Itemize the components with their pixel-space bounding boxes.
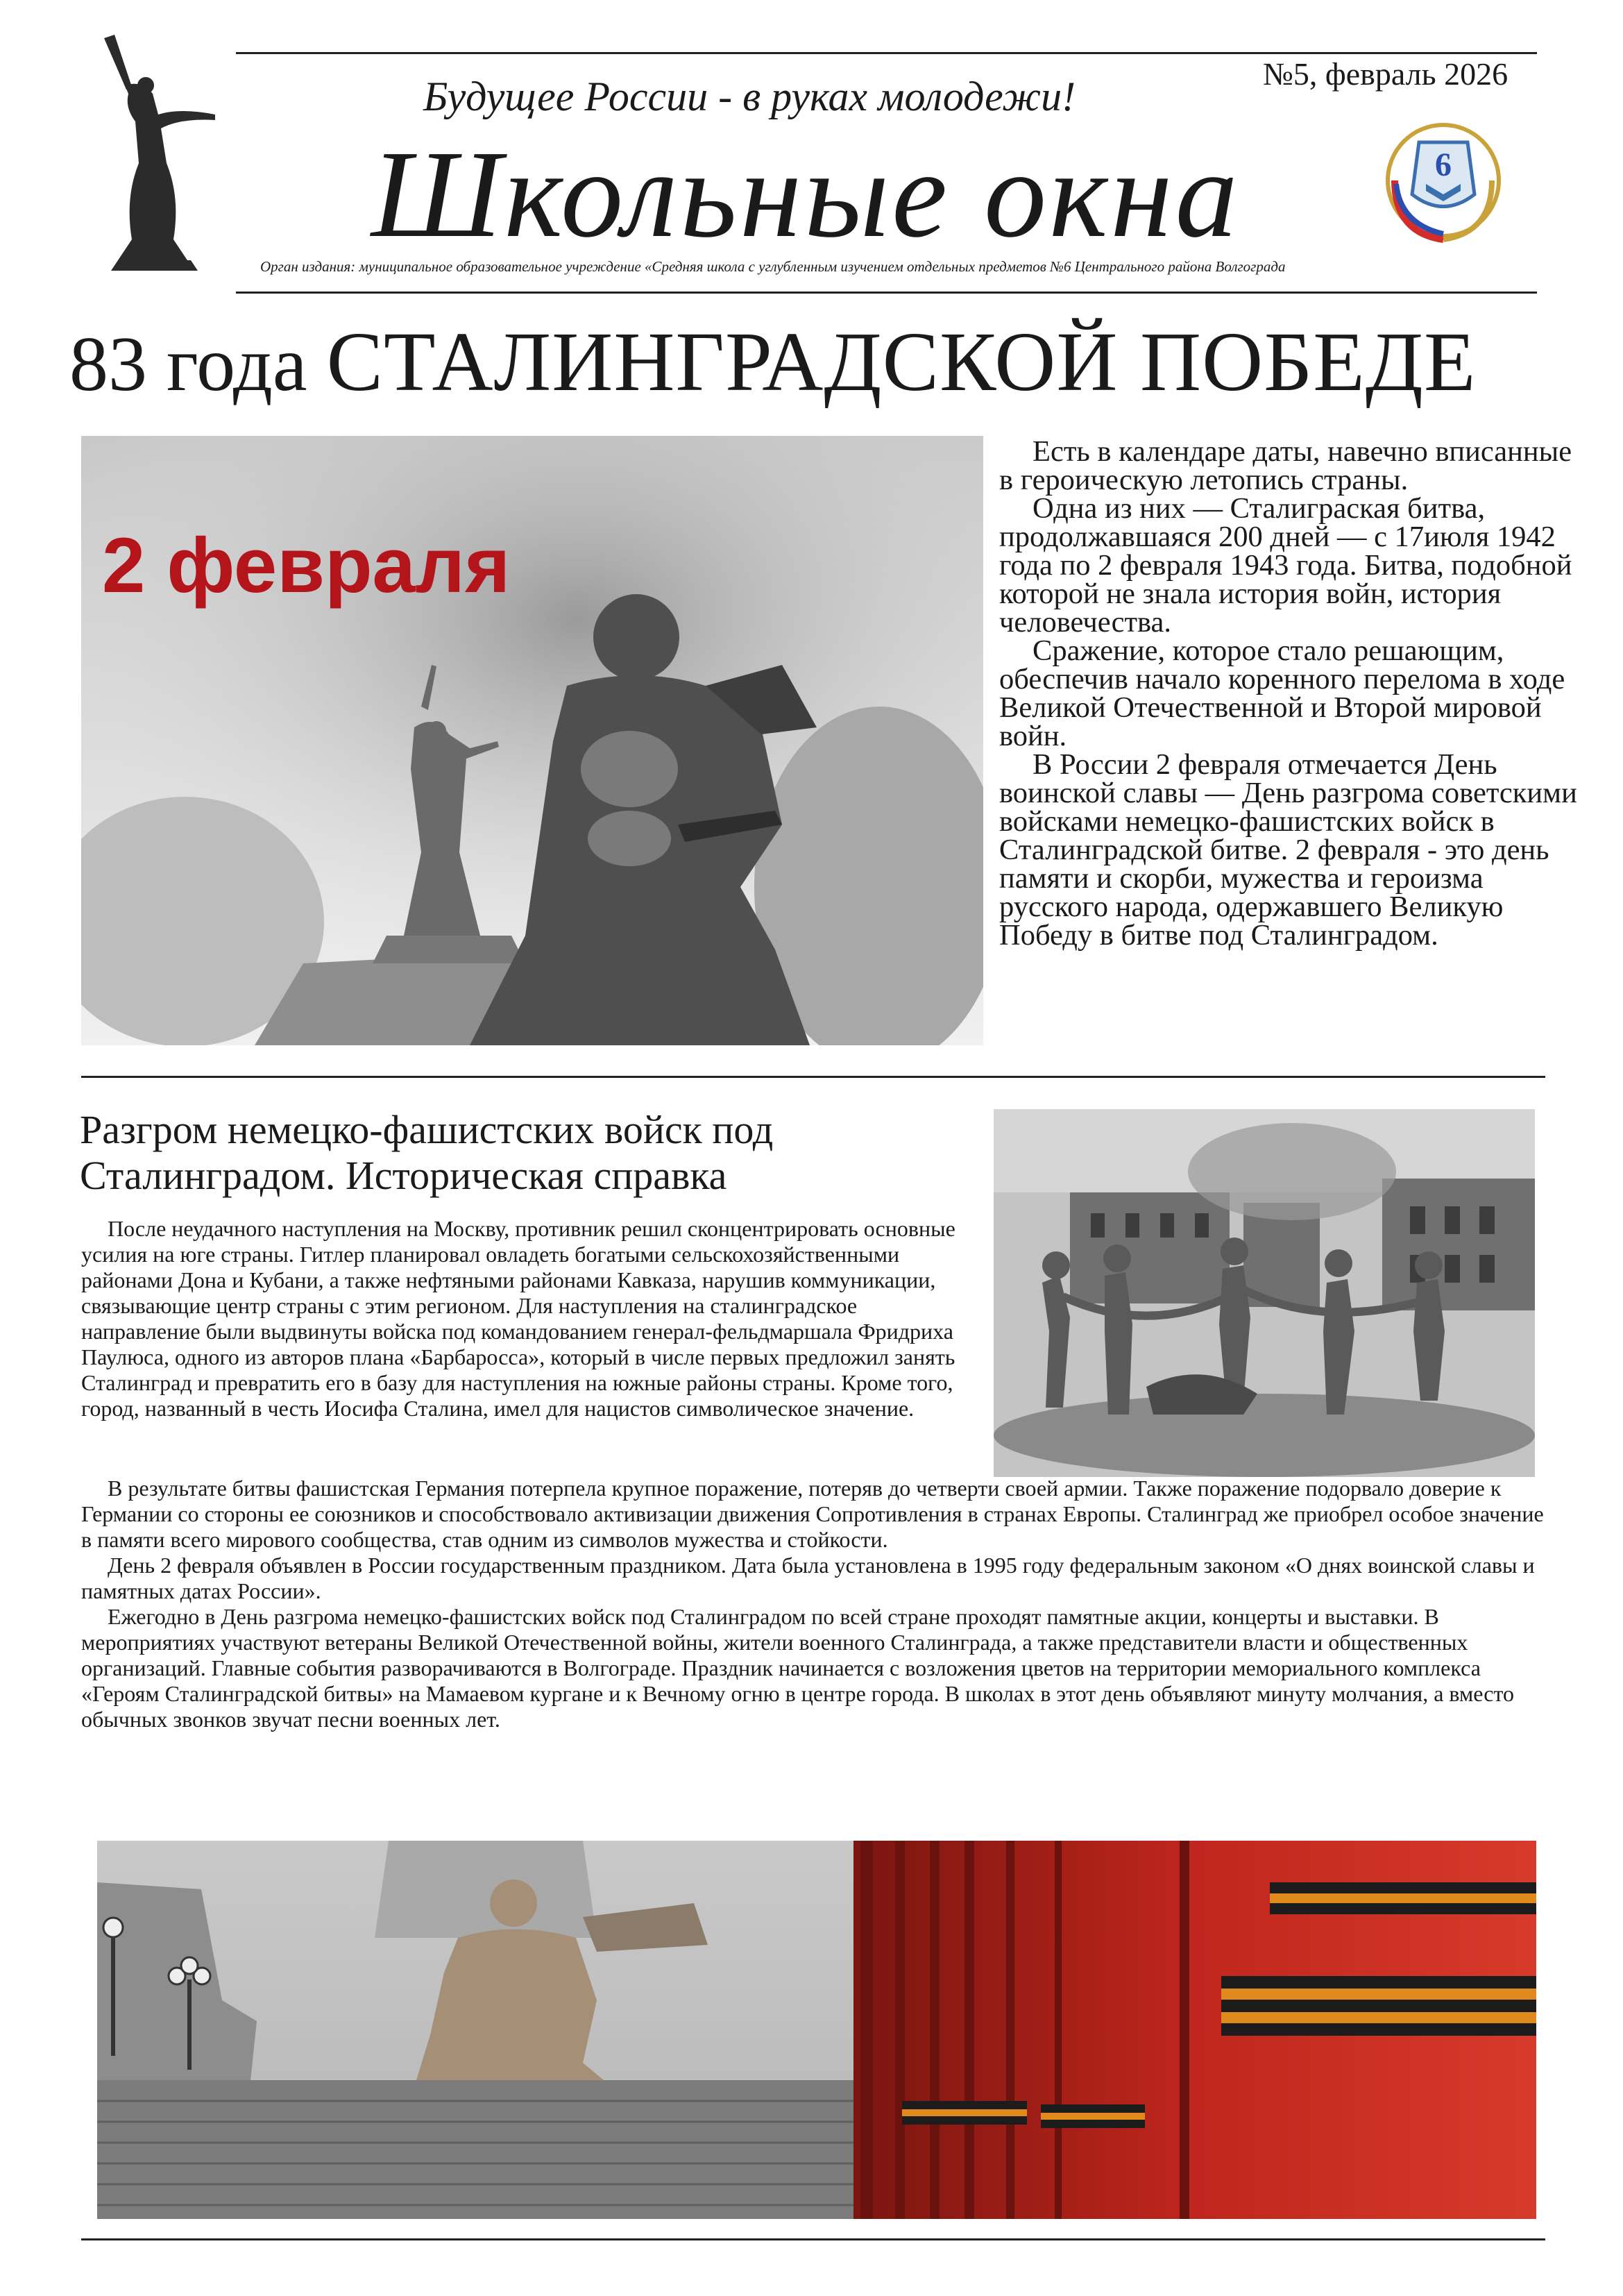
motherland-statue-emblem [76, 31, 226, 274]
newspaper-title: Школьные окна [371, 125, 1241, 263]
article-body-wide [81, 1476, 1545, 1732]
masthead-slogan: Будущее России - в руках молодежи! [423, 74, 1076, 119]
article-body-column [81, 1216, 976, 1421]
barmaley-fountain-photo [994, 1109, 1535, 1477]
section-divider [81, 1076, 1545, 1078]
intro-column [999, 435, 1579, 952]
article-paragraph-1: После неудачного наступления на Москву, противник решил сконцентрировать основные усилия на юге страны. Гитлер планировал овладеть богатыми сельскохозяйственными районами Дона и Кубани, а также нефтяными районами Кавказа, нарушив коммуникации, связывающие центр страны с этим регионом. Для наступления на сталинградское направление были выдвинуты войска под командованием генерал-фельдмаршала Фридриха Паулюса, одного из авторов плана «Барбаросса», который в числе первых предложил занять Сталинград и превратить его в базу для наступления на южные районы страны. Кроме того, город, названный в честь Иосифа Сталина, имел для нацистов символическое значение. [81, 1216, 955, 1421]
intro-paragraph-2: Одна из них — Сталиграская битва, продолжавшаяся 200 дней — с 17июля 1942 года по 2 февраля 1943 года. Битва, подобной которой не знала история войн, история человечества. [999, 492, 1572, 639]
intro-paragraph-4: В России 2 февраля отмечается День воинской славы — День разгрома советскими войсками немецко-фашистских войск в Сталинградской битве. 2 февраля - это день памяти и скорби, мужества и героизма русского народа, одержавшего Великую Победу в битве под Сталинградом. [999, 748, 1577, 952]
school-logo [1381, 115, 1506, 246]
footer-rule [81, 2238, 1545, 2240]
masthead-top-rule [236, 52, 1537, 54]
article-paragraph-3: День 2 февраля объявлен в России государственным праздником. Дата была установлена в 1995 году федеральным законом «О днях воинской славы и памятных датах России». [81, 1553, 1535, 1603]
memorial-banners-photo [97, 1841, 1536, 2219]
headline-years: 83 года [69, 321, 307, 407]
issue-number: №5, февраль 2026 [1263, 56, 1509, 92]
publisher-line: Орган издания: муниципальное образовательное учреждение «Средняя школа с углубленным изучением отдельных предметов №6 Центрального района Волгограда [260, 258, 1286, 275]
hero-caption-date: 2 февраля [102, 522, 511, 609]
article-title: Разгром немецко-фашистских войск под Сталинградом. Историческая справка [80, 1107, 774, 1198]
hero-memorial-image [81, 436, 983, 1045]
article-paragraph-2: В результате битвы фашистская Германия потерпела крупное поражение, потеряв до четверти своей армии. Также поражение подорвало доверие к Германии со стороны ее союзников и способствовало активизации движения Сопротивления в странах Европы. Сталинград же приобрел особое значение в памяти всего мирового сообщества, став одним из символов мужества и стойкости. [81, 1476, 1544, 1552]
school-logo-number: 6 [1435, 146, 1452, 183]
article-paragraph-4: Ежегодно в День разгрома немецко-фашистских войск под Сталинградом по всей стране проходят памятные акции, концерты и выставки. В мероприятиях участвуют ветераны Великой Отечественной войны, жители военного Сталинграда, а также представители власти и общественных организаций. Главные события разворачиваются в Волгограде. Праздник начинается с возложения цветов на территории мемориального комплекса «Героям Сталинградской битвы» на Мамаевом кургане и к Вечному огню в центре города. В школах в этот день объявляют минуту молчания, а вместо обычных звонков звучат песни военных лет. [81, 1604, 1514, 1732]
intro-paragraph-1: Есть в календаре даты, навечно вписанные в героическую летопись страны. [999, 435, 1572, 496]
intro-paragraph-3: Сражение, которое стало решающим, обеспечив начало коренного перелома в ходе Великой Отечественной и Второй мировой войн. [999, 634, 1565, 752]
masthead-bottom-rule [236, 292, 1537, 294]
main-headline [69, 316, 1477, 409]
headline-rest: СТАЛИНГРАДСКОЙ ПОБЕДЕ [326, 315, 1477, 409]
